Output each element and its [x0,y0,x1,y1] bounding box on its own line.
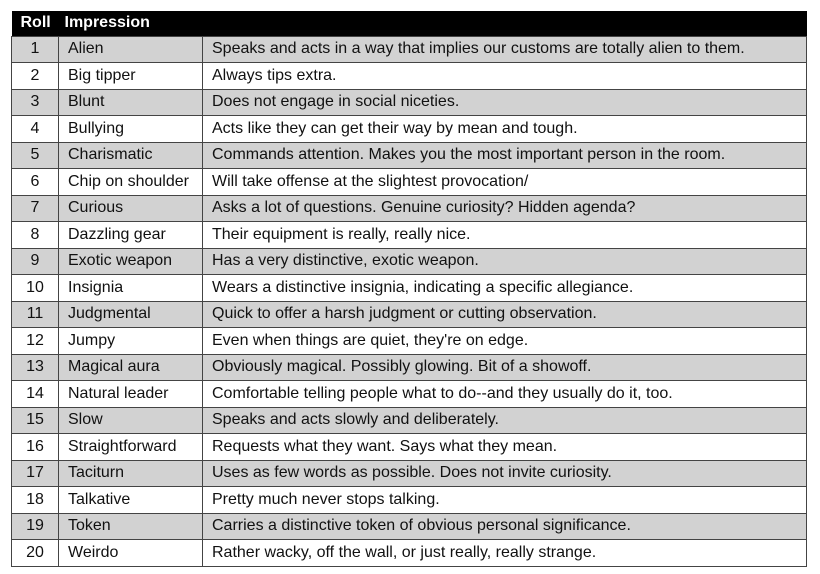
impression-cell: Judgmental [59,301,203,328]
impression-cell: Curious [59,195,203,222]
table-row [12,63,807,90]
impression-cell: Blunt [59,89,203,116]
description-cell: Comfortable telling people what to do--and they usually do it, too. [203,381,807,408]
header-impression: Impression [64,14,150,32]
impression-cell: Dazzling gear [59,222,203,249]
table-row [12,301,807,328]
roll-cell: 15 [12,407,59,434]
table-row [12,540,807,567]
impression-cell: Big tipper [59,63,203,90]
description-cell: Acts like they can get their way by mean and tough. [203,116,807,143]
table-row [12,460,807,487]
impression-cell: Alien [59,36,203,63]
table-body [12,36,807,566]
impression-cell: Talkative [59,487,203,514]
impression-cell: Jumpy [59,328,203,355]
table-row [12,381,807,408]
description-cell: Their equipment is really, really nice. [203,222,807,249]
table-row [12,195,807,222]
impression-cell: Straightforward [59,434,203,461]
impression-cell: Slow [59,407,203,434]
roll-cell: 7 [12,195,59,222]
description-cell: Has a very distinctive, exotic weapon. [203,248,807,275]
description-cell: Does not engage in social niceties. [203,89,807,116]
description-cell: Always tips extra. [203,63,807,90]
impression-cell: Token [59,513,203,540]
description-cell: Speaks and acts slowly and deliberately. [203,407,807,434]
roll-cell: 6 [12,169,59,196]
roll-cell: 12 [12,328,59,355]
header-roll: Roll [20,14,51,32]
roll-cell: 18 [12,487,59,514]
roll-cell: 8 [12,222,59,249]
table-row [12,434,807,461]
description-cell: Wears a distinctive insignia, indicating a specific allegiance. [203,275,807,302]
table-row [12,116,807,143]
table-row [12,328,807,355]
impression-table-container [11,11,806,567]
roll-cell: 3 [12,89,59,116]
roll-cell: 2 [12,63,59,90]
roll-cell: 11 [12,301,59,328]
description-cell: Speaks and acts in a way that implies our customs are totally alien to them. [203,36,807,63]
table-row [12,354,807,381]
header-row [12,11,807,36]
impression-cell: Exotic weapon [59,248,203,275]
table-row [12,36,807,63]
table-row [12,248,807,275]
table-row [12,487,807,514]
impression-cell: Weirdo [59,540,203,567]
table-row [12,222,807,249]
description-cell: Quick to offer a harsh judgment or cutting observation. [203,301,807,328]
impression-cell: Natural leader [59,381,203,408]
description-cell: Commands attention. Makes you the most important person in the room. [203,142,807,169]
description-cell: Pretty much never stops talking. [203,487,807,514]
description-cell: Uses as few words as possible. Does not invite curiosity. [203,460,807,487]
roll-cell: 4 [12,116,59,143]
description-cell: Carries a distinctive token of obvious personal significance. [203,513,807,540]
roll-cell: 13 [12,354,59,381]
roll-cell: 16 [12,434,59,461]
table-row [12,513,807,540]
description-cell: Even when things are quiet, they're on edge. [203,328,807,355]
impression-cell: Charismatic [59,142,203,169]
description-cell: Requests what they want. Says what they mean. [203,434,807,461]
table-row [12,142,807,169]
description-cell: Will take offense at the slightest provocation/ [203,169,807,196]
roll-cell: 9 [12,248,59,275]
impression-cell: Chip on shoulder [59,169,203,196]
roll-cell: 17 [12,460,59,487]
description-cell: Obviously magical. Possibly glowing. Bit of a showoff. [203,354,807,381]
roll-cell: 14 [12,381,59,408]
roll-cell: 5 [12,142,59,169]
impression-table [11,11,807,567]
impression-cell: Taciturn [59,460,203,487]
impression-cell: Insignia [59,275,203,302]
table-row [12,275,807,302]
roll-cell: 1 [12,36,59,63]
description-cell: Asks a lot of questions. Genuine curiosity? Hidden agenda? [203,195,807,222]
impression-cell: Magical aura [59,354,203,381]
roll-cell: 10 [12,275,59,302]
table-row [12,169,807,196]
table-row [12,407,807,434]
description-cell: Rather wacky, off the wall, or just really, really strange. [203,540,807,567]
roll-cell: 20 [12,540,59,567]
impression-cell: Bullying [59,116,203,143]
roll-cell: 19 [12,513,59,540]
table-row [12,89,807,116]
table-header [12,11,807,36]
